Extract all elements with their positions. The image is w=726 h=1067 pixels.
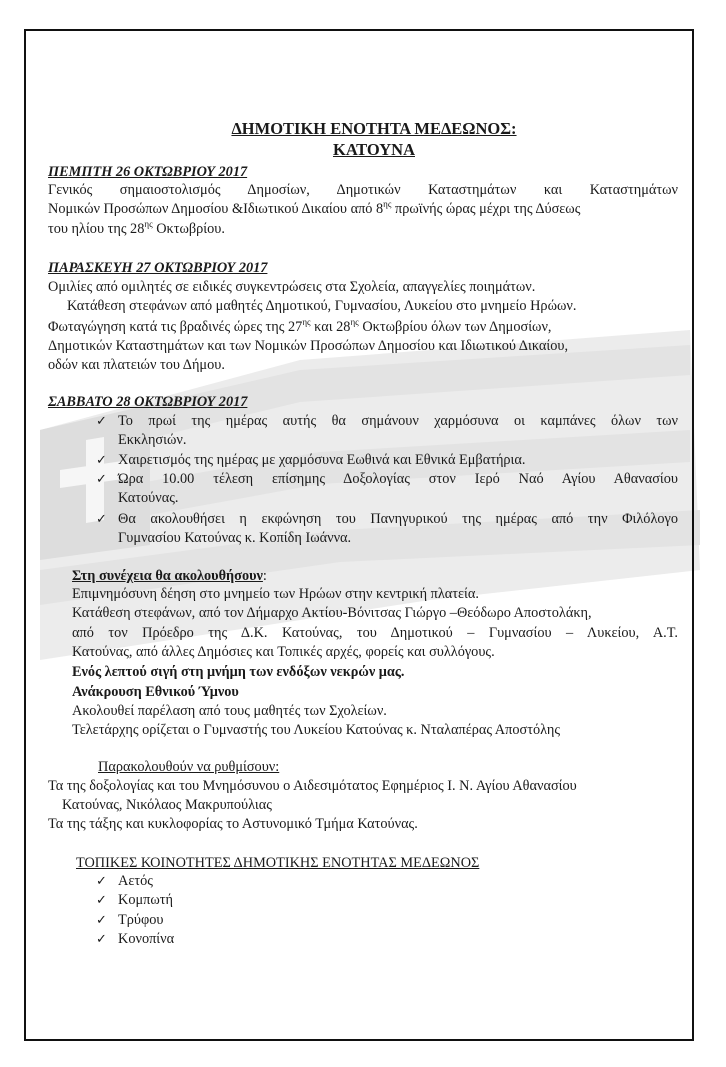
- then-line4: Κατούνας, από άλλες Δημόσιες και Τοπικές αρχές, φορείς και συλλόγους.: [72, 644, 495, 660]
- then-heading: Στη συνέχεια θα ακολουθήσουν:: [72, 568, 267, 584]
- arrange-line2: Κατούνας, Νικόλαος Μακρυπούλιας: [62, 797, 272, 813]
- check-icon: ✓: [96, 931, 107, 946]
- day2-line3: Φωταγώγηση κατά τις βραδινές ώρες της $27^{\eta\varsigma}$ και $28^{\eta\varsigma}$ Οκτωβρίου όλων των Δημοσίων,: [48, 317, 552, 335]
- day3-bullet1-line1: Το πρωί της ημέρας αυτής θα σημάνουν χαρμόσυνα οι καμπάνες όλων των: [118, 413, 678, 429]
- arrange-line1: Τα της δοξολογίας και του Μνημόσυνου ο Αιδεσιμότατος Εφημέριος Ι. Ν. Αγίου Αθανασίου: [48, 778, 577, 794]
- day3-bullet1-line2: Εκκλησιών.: [118, 432, 187, 448]
- check-icon: ✓: [96, 452, 107, 467]
- community-item: Τρύφου: [118, 912, 164, 928]
- page-title: ΔΗΜΟΤΙΚΗ ΕΝΟΤΗΤΑ ΜΕΔΕΩΝΟΣ:: [231, 119, 517, 138]
- then-line2: Κατάθεση στεφάνων, από τον Δήμαρχο Ακτίου-Βόνιτσας Γιώργο –Θεόδωρο Αποστολάκη,: [72, 605, 592, 621]
- check-icon: ✓: [96, 873, 107, 888]
- check-icon: ✓: [96, 892, 107, 907]
- then-line7: Ακολουθεί παρέλαση από τους μαθητές των Σχολείων.: [72, 703, 387, 719]
- day3-bullet4-line2: Γυμνασίου Κατούνας κ. Κοπίδη Ιωάννα.: [118, 530, 352, 546]
- day3-bullet3-line2: Κατούνας.: [118, 490, 179, 506]
- then-line8: Τελετάρχης ορίζεται ο Γυμναστής του Λυκείου Κατούνας κ. Νταλαπέρας Αποστόλης: [72, 722, 561, 738]
- then-line6: Ανάκρουση Εθνικού Ύμνου: [72, 684, 239, 700]
- arrange-heading: Παρακολουθούν να ρυθμίσουν:: [98, 759, 280, 775]
- check-icon: ✓: [96, 413, 107, 428]
- arrange-line3: Τα της τάξης και κυκλοφορίας το Αστυνομικό Τμήμα Κατούνας.: [48, 816, 418, 832]
- community-item: Αετός: [118, 873, 153, 889]
- day1-line3: του ηλίου της $28^{\eta\varsigma}$ Οκτωβρίου.: [48, 219, 225, 237]
- then-line5: Ενός λεπτού σιγή στη μνήμη των ενδόξων νεκρών μας.: [72, 664, 405, 680]
- day1-heading: ΠΕΜΠΤΗ 26 ΟΚΤΩΒΡΙΟΥ 2017: [48, 164, 248, 180]
- day1-line2: Νομικών Προσώπων Δημοσίου &Ιδιωτικού Δικαίου από $8^{\eta\varsigma}$ πρωϊνής ώρας μέχρι της Δύσεως: [48, 199, 581, 217]
- check-icon: ✓: [96, 912, 107, 927]
- day2-heading: ΠΑΡΑΣΚΕΥΗ 27 ΟΚΤΩΒΡΙΟΥ 2017: [48, 260, 268, 276]
- community-item: Κομπωτή: [118, 892, 173, 908]
- day1-line1: Γενικός σημαιοστολισμός Δημοσίων, Δημοτικών Καταστημάτων και Καταστημάτων: [48, 182, 678, 198]
- day3-bullet4-line1: Θα ακολουθήσει η εκφώνηση του Πανηγυρικού της ημέρας από την Φιλόλογο: [118, 511, 678, 527]
- day3-bullet3-line1: Ώρα 10.00 τέλεση επίσημης Δοξολογίας στον Ιερό Ναό Αγίου Αθανασίου: [118, 471, 678, 487]
- check-icon: ✓: [96, 471, 107, 486]
- day2-line1: Ομιλίες από ομιλητές σε ειδικές συγκεντρώσεις στα Σχολεία, απαγγελίες ποιημάτων.: [48, 279, 536, 295]
- day3-bullet2: Χαιρετισμός της ημέρας με χαρμόσυνα Εωθινά και Εθνικά Εμβατήρια.: [118, 452, 526, 468]
- check-icon: ✓: [96, 511, 107, 526]
- then-line1: Επιμνημόσυνη δέηση στο μνημείο των Ηρώων στην κεντρική πλατεία.: [72, 586, 479, 602]
- communities-heading: ΤΟΠΙΚΕΣ ΚΟΙΝΟΤΗΤΕΣ ΔΗΜΟΤΙΚΗΣ ΕΝΟΤΗΤΑΣ ΜΕΔΕΩΝΟΣ: [76, 855, 480, 871]
- community-item: Κονοπίνα: [118, 931, 175, 947]
- day2-line2: Κατάθεση στεφάνων από μαθητές Δημοτικού, Γυμνασίου, Λυκείου στο μνημείο Ηρώων.: [67, 298, 577, 314]
- then-line3: από τον Πρόεδρο της Δ.Κ. Κατούνας, του Δημοτικού – Γυμνασίου – Λυκείου, Α.Τ.: [72, 625, 678, 641]
- page-subtitle: ΚΑΤΟΥΝΑ: [332, 140, 415, 159]
- day3-heading: ΣΑΒΒΑΤΟ 28 ΟΚΤΩΒΡΙΟΥ 2017: [48, 394, 248, 410]
- day2-line5: οδών και πλατειών του Δήμου.: [48, 357, 225, 373]
- day2-line4: Δημοτικών Καταστημάτων και των Νομικών Προσώπων Δημοσίου και Ιδιωτικού Δικαίου,: [48, 338, 569, 354]
